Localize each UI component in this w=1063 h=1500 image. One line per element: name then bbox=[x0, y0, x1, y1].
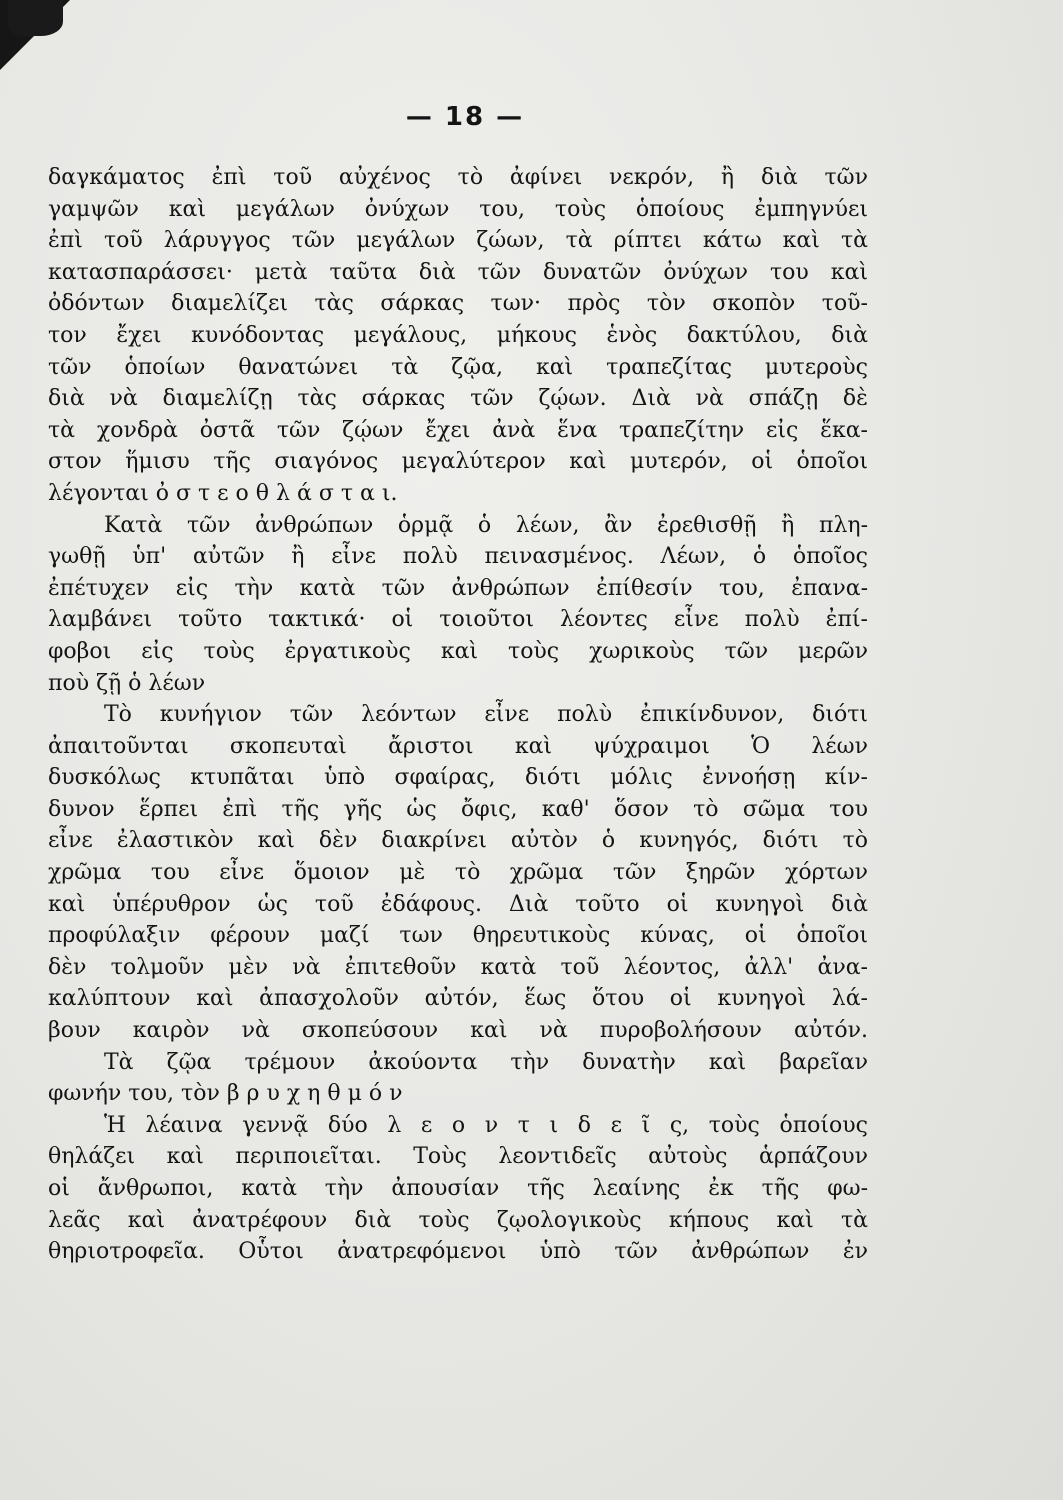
text-line: ποὺ ζῇ ὁ λέων bbox=[48, 670, 206, 696]
text-line: τὰ χονδρὰ ὀστᾶ τῶν ζῴων ἔχει ἀνὰ ἕνα τραπεζίτην εἰς ἕκα- bbox=[48, 417, 868, 443]
text-line: οἱ ἄνθρωποι, κατὰ τὴν ἀπουσίαν τῆς λεαίνης ἐκ τῆς φω- bbox=[48, 1176, 868, 1201]
text-line: δυσκόλως κτυπᾶται ὑπὸ σφαίρας, διότι μόλις ἐννοήσῃ κίν- bbox=[48, 765, 868, 791]
text-line: κατασπαράσσει· μετὰ ταῦτα διὰ τῶν δυνατῶν ὀνύχων του καὶ bbox=[48, 259, 868, 285]
text-line: λαμβάνει τοῦτο τακτικά· οἱ τοιοῦτοι λέοντες εἶνε πολὺ ἐπί- bbox=[48, 607, 868, 633]
text-line: χρῶμα του εἶνε ὅμοιον μὲ τὸ χρῶμα τῶν ξηρῶν χόρτων bbox=[48, 860, 868, 886]
text-line: γωθῇ ὑπ' αὐτῶν ἢ εἶνε πολὺ πεινασμένος. Λέων, ὁ ὁποῖος bbox=[48, 544, 868, 570]
text-line: φωνήν του, τὸν β ρ υ χ η θ μ ό ν bbox=[48, 1081, 403, 1107]
text-line: δὲν τολμοῦν μὲν νὰ ἐπιτεθοῦν κατὰ τοῦ λέοντος, ἀλλ' ἀνα- bbox=[48, 954, 868, 980]
text-line: λεᾶς καὶ ἀνατρέφουν διὰ τοὺς ζῳολογικοὺς κήπους καὶ τὰ bbox=[48, 1207, 868, 1233]
text-line: ἀπαιτοῦνται σκοπευταὶ ἄριστοι καὶ ψύχραιμοι Ὁ λέων bbox=[48, 733, 868, 759]
page-number: — 18 — bbox=[405, 102, 525, 132]
text-line: Κατὰ τῶν ἀνθρώπων ὁρμᾷ ὁ λέων, ἂν ἐρεθισθῇ ἢ πλη- bbox=[104, 512, 868, 538]
text-line: στον ἥμισυ τῆς σιαγόνος μεγαλύτερον καὶ μυτερόν, οἱ ὁποῖοι bbox=[48, 449, 868, 475]
text-line: καλύπτουν καὶ ἀπασχολοῦν αὐτόν, ἕως ὅτου οἱ κυνηγοὶ λά- bbox=[48, 986, 868, 1012]
text-line: διὰ νὰ διαμελίζῃ τὰς σάρκας τῶν ζῴων. Διὰ νὰ σπάζῃ δὲ bbox=[48, 386, 868, 412]
body-text bbox=[48, 162, 868, 1268]
text-line: εἶνε ἐλαστικὸν καὶ δὲν διακρίνει αὐτὸν ὁ κυνηγός, διότι τὸ bbox=[48, 828, 868, 854]
text-line: ὀδόντων διαμελίζει τὰς σάρκας των· πρὸς τὸν σκοπὸν τοῦ- bbox=[48, 291, 868, 317]
text-line: λέγονται ὀ σ τ ε ο θ λ ά σ τ α ι. bbox=[48, 480, 398, 506]
text-line: βουν καιρὸν νὰ σκοπεύσουν καὶ νὰ πυροβολήσουν αὐτόν. bbox=[48, 1018, 868, 1044]
corner-ink-blot bbox=[8, 0, 63, 36]
text-line: φοβοι εἰς τοὺς ἐργατικοὺς καὶ τοὺς χωρικοὺς τῶν μερῶν bbox=[48, 638, 868, 664]
text-line: Τὰ ζῷα τρέμουν ἀκούοντα τὴν δυνατὴν καὶ βαρεῖαν bbox=[104, 1049, 868, 1075]
text-line: ἐπέτυχεν εἰς τὴν κατὰ τῶν ἀνθρώπων ἐπίθεσίν του, ἐπανα- bbox=[48, 575, 868, 601]
text-line: ἐπὶ τοῦ λάρυγγος τῶν μεγάλων ζώων, τὰ ρίπτει κάτω καὶ τὰ bbox=[48, 228, 868, 254]
text-line: τον ἔχει κυνόδοντας μεγάλους, μήκους ἑνὸς δακτύλου, διὰ bbox=[48, 322, 868, 348]
text-line: θηριοτροφεῖα. Οὗτοι ἀνατρεφόμενοι ὑπὸ τῶν ἀνθρώπων ἐν bbox=[48, 1239, 868, 1265]
text-line: δαγκάματος ἐπὶ τοῦ αὐχένος τὸ ἀφίνει νεκρόν, ἢ διὰ τῶν bbox=[48, 165, 868, 190]
text-line: δυνον ἕρπει ἐπὶ τῆς γῆς ὡς ὄφις, καθ' ὅσον τὸ σῶμα του bbox=[48, 796, 868, 822]
text-line: γαμψῶν καὶ μεγάλων ὀνύχων του, τοὺς ὁποίους ἐμπηγνύει bbox=[48, 196, 868, 222]
text-line: προφύλαξιν φέρουν μαζί των θηρευτικοὺς κύνας, οἱ ὁποῖοι bbox=[48, 923, 868, 949]
text-line: καὶ ὑπέρυθρον ὡς τοῦ ἐδάφους. Διὰ τοῦτο οἱ κυνηγοὶ διὰ bbox=[48, 891, 868, 917]
text-line: Ἡ λέαινα γεννᾷ δύο λ ε ο ν τ ι δ ε ῖ ς, τοὺς ὁποίους bbox=[104, 1112, 868, 1138]
text-line: τῶν ὁποίων θανατώνει τὰ ζῷα, καὶ τραπεζίτας μυτεροὺς bbox=[48, 354, 868, 380]
text-line: θηλάζει καὶ περιποιεῖται. Τοὺς λεοντιδεῖς αὐτοὺς ἁρπάζουν bbox=[48, 1144, 868, 1170]
text-line: Τὸ κυνήγιον τῶν λεόντων εἶνε πολὺ ἐπικίνδυνον, διότι bbox=[104, 702, 868, 728]
